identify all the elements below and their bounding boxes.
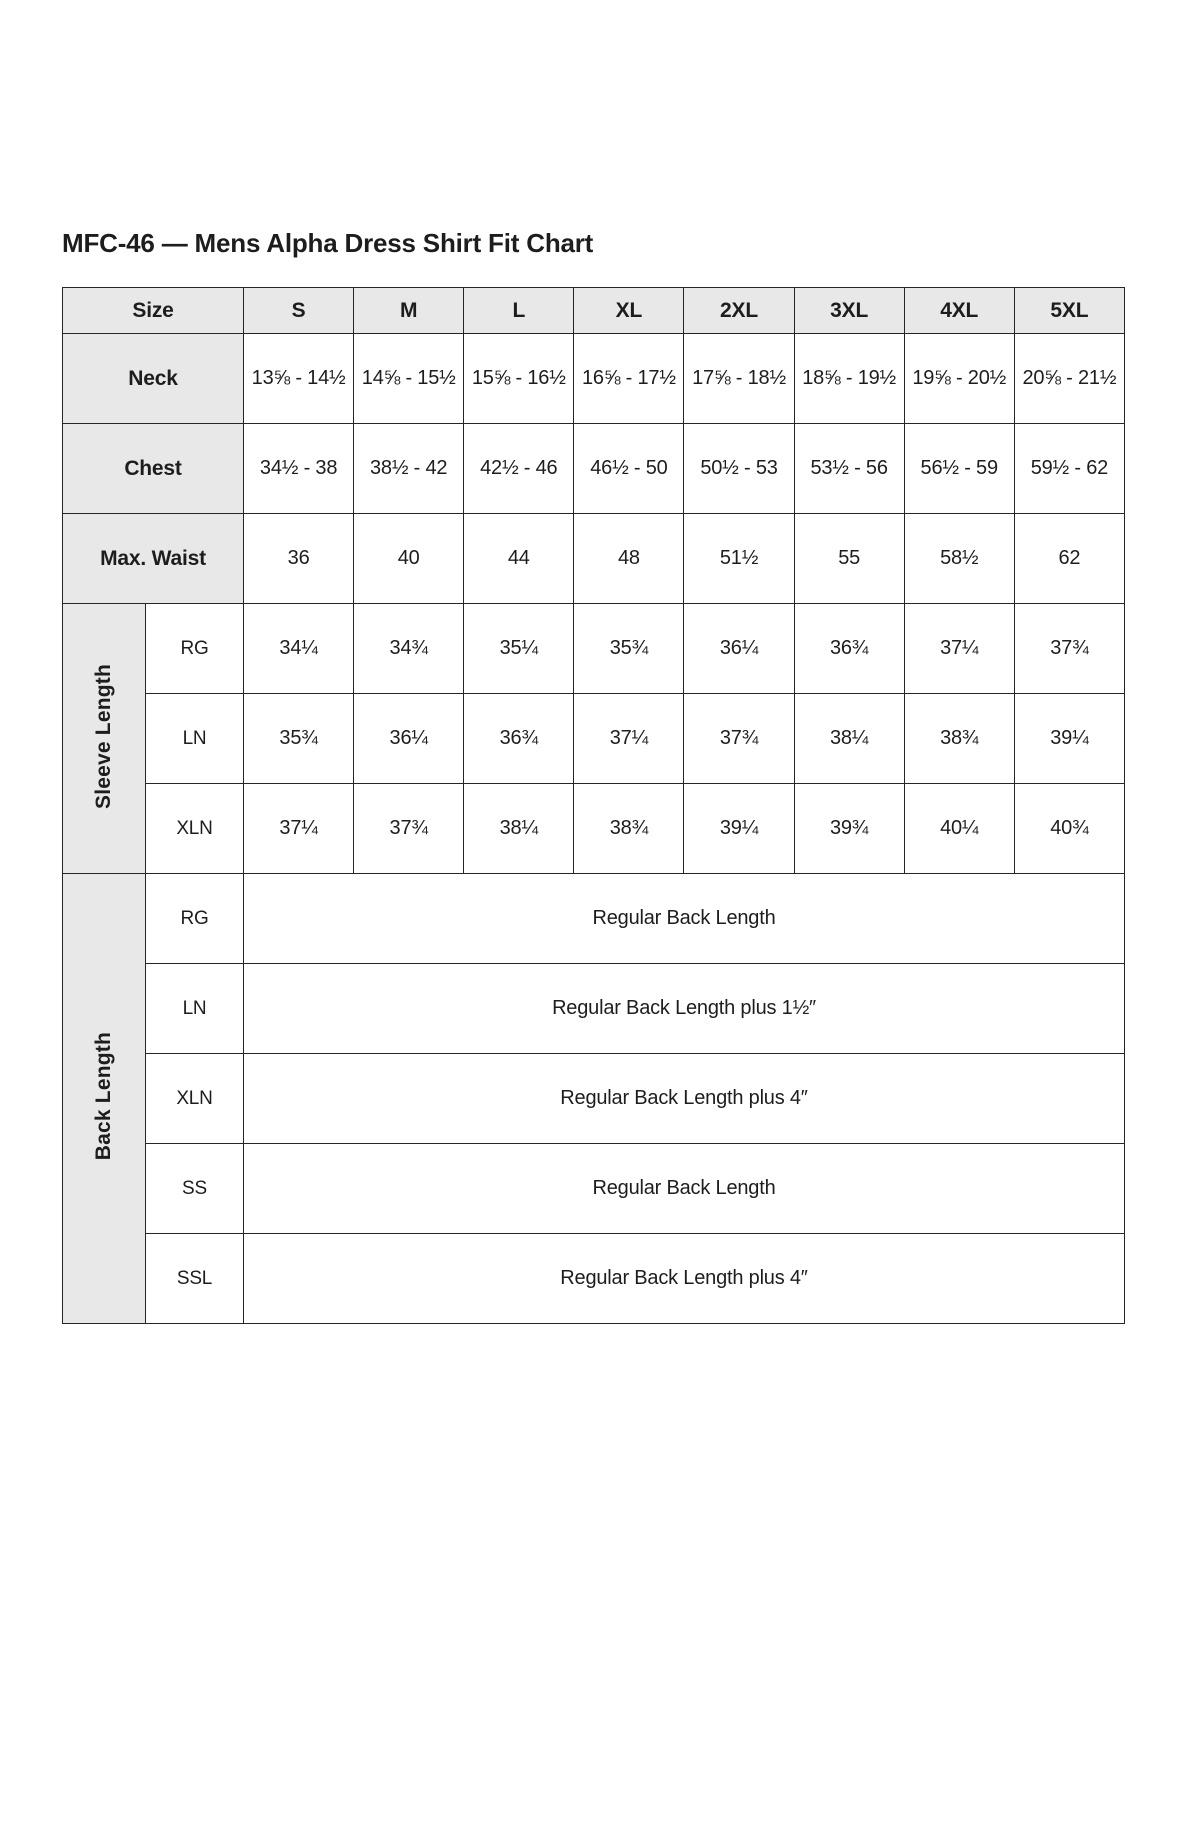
- measurement-value-cell: 46½ - 50: [574, 424, 684, 514]
- sleeve-value-cell: 37¾: [354, 784, 464, 874]
- sleeve-length-row: [63, 694, 1125, 784]
- measurement-value-cell: 56½ - 59: [904, 424, 1014, 514]
- back-value-cell: Regular Back Length plus 4″: [244, 1234, 1125, 1324]
- sleeve-value-cell: 36¾: [464, 694, 574, 784]
- back-length-row: [63, 874, 1125, 964]
- size-column-header: 2XL: [684, 288, 794, 334]
- measurement-value-cell: 51½: [684, 514, 794, 604]
- measurement-value-cell: 38½ - 42: [354, 424, 464, 514]
- sleeve-value-cell: 36¼: [684, 604, 794, 694]
- measurement-value-cell: 55: [794, 514, 904, 604]
- sleeve-value-cell: 37¼: [244, 784, 354, 874]
- sleeve-value-cell: 36¾: [794, 604, 904, 694]
- measurement-value-cell: 34½ - 38: [244, 424, 354, 514]
- back-length-row: [63, 1054, 1125, 1144]
- measurement-value-cell: 48: [574, 514, 684, 604]
- measurement-value-cell: 20⅝ - 21½: [1014, 334, 1124, 424]
- measurement-value-cell: 14⅝ - 15½: [354, 334, 464, 424]
- back-sub-label: RG: [146, 874, 244, 964]
- measurement-row: [63, 424, 1125, 514]
- sleeve-value-cell: 38¾: [574, 784, 684, 874]
- back-value-cell: Regular Back Length: [244, 874, 1125, 964]
- back-length-row: [63, 1234, 1125, 1324]
- back-sub-label: SSL: [146, 1234, 244, 1324]
- fit-chart-table-body: [63, 288, 1125, 1324]
- sleeve-value-cell: 39¼: [1014, 694, 1124, 784]
- sleeve-length-row: [63, 604, 1125, 694]
- measurement-row-label: Chest: [63, 424, 244, 514]
- sleeve-value-cell: 40¼: [904, 784, 1014, 874]
- size-column-header: 5XL: [1014, 288, 1124, 334]
- sleeve-value-cell: 39¼: [684, 784, 794, 874]
- page-container: [62, 228, 1125, 1324]
- measurement-row-label: Max. Waist: [63, 514, 244, 604]
- measurement-row-label: Neck: [63, 334, 244, 424]
- sleeve-value-cell: 40¾: [1014, 784, 1124, 874]
- sleeve-value-cell: 37¼: [574, 694, 684, 784]
- size-column-header: M: [354, 288, 464, 334]
- size-column-header: L: [464, 288, 574, 334]
- sleeve-value-cell: 37¾: [1014, 604, 1124, 694]
- size-header-row: [63, 288, 1125, 334]
- measurement-value-cell: 53½ - 56: [794, 424, 904, 514]
- sleeve-value-cell: 35¾: [244, 694, 354, 784]
- sleeve-value-cell: 37¼: [904, 604, 1014, 694]
- back-value-cell: Regular Back Length plus 1½″: [244, 964, 1125, 1054]
- measurement-value-cell: 19⅝ - 20½: [904, 334, 1014, 424]
- size-column-header: 3XL: [794, 288, 904, 334]
- sleeve-value-cell: 35¾: [574, 604, 684, 694]
- sleeve-sub-label: XLN: [146, 784, 244, 874]
- sleeve-value-cell: 39¾: [794, 784, 904, 874]
- measurement-value-cell: 15⅝ - 16½: [464, 334, 574, 424]
- sleeve-value-cell: 38¼: [464, 784, 574, 874]
- measurement-value-cell: 13⅝ - 14½: [244, 334, 354, 424]
- measurement-row: [63, 514, 1125, 604]
- measurement-value-cell: 44: [464, 514, 574, 604]
- sleeve-sub-label: RG: [146, 604, 244, 694]
- sleeve-sub-label: LN: [146, 694, 244, 784]
- size-column-header: 4XL: [904, 288, 1014, 334]
- measurement-value-cell: 18⅝ - 19½: [794, 334, 904, 424]
- measurement-value-cell: 58½: [904, 514, 1014, 604]
- back-sub-label: XLN: [146, 1054, 244, 1144]
- measurement-value-cell: 62: [1014, 514, 1124, 604]
- sleeve-length-group-text: Sleeve Length: [92, 663, 115, 809]
- size-column-header: S: [244, 288, 354, 334]
- measurement-value-cell: 17⅝ - 18½: [684, 334, 794, 424]
- sleeve-value-cell: 37¾: [684, 694, 794, 784]
- sleeve-value-cell: 35¼: [464, 604, 574, 694]
- back-length-group-text: Back Length: [92, 1031, 115, 1161]
- back-sub-label: LN: [146, 964, 244, 1054]
- measurement-value-cell: 16⅝ - 17½: [574, 334, 684, 424]
- sleeve-length-group-label: [63, 604, 146, 874]
- size-corner-label: Size: [63, 288, 244, 334]
- measurement-row: [63, 334, 1125, 424]
- sleeve-value-cell: 38¼: [794, 694, 904, 784]
- measurement-value-cell: 40: [354, 514, 464, 604]
- page-title: MFC-46 — Mens Alpha Dress Shirt Fit Chart: [62, 228, 594, 258]
- measurement-value-cell: 59½ - 62: [1014, 424, 1124, 514]
- measurement-value-cell: 50½ - 53: [684, 424, 794, 514]
- sleeve-length-row: [63, 784, 1125, 874]
- size-column-header: XL: [574, 288, 684, 334]
- fit-chart-table: [62, 287, 1125, 1324]
- back-sub-label: SS: [146, 1144, 244, 1234]
- sleeve-value-cell: 34¼: [244, 604, 354, 694]
- sleeve-value-cell: 38¾: [904, 694, 1014, 784]
- back-value-cell: Regular Back Length plus 4″: [244, 1054, 1125, 1144]
- measurement-value-cell: 42½ - 46: [464, 424, 574, 514]
- back-value-cell: Regular Back Length: [244, 1144, 1125, 1234]
- back-length-row: [63, 1144, 1125, 1234]
- sleeve-value-cell: 36¼: [354, 694, 464, 784]
- back-length-group-label: [63, 874, 146, 1324]
- back-length-row: [63, 964, 1125, 1054]
- measurement-value-cell: 36: [244, 514, 354, 604]
- sleeve-value-cell: 34¾: [354, 604, 464, 694]
